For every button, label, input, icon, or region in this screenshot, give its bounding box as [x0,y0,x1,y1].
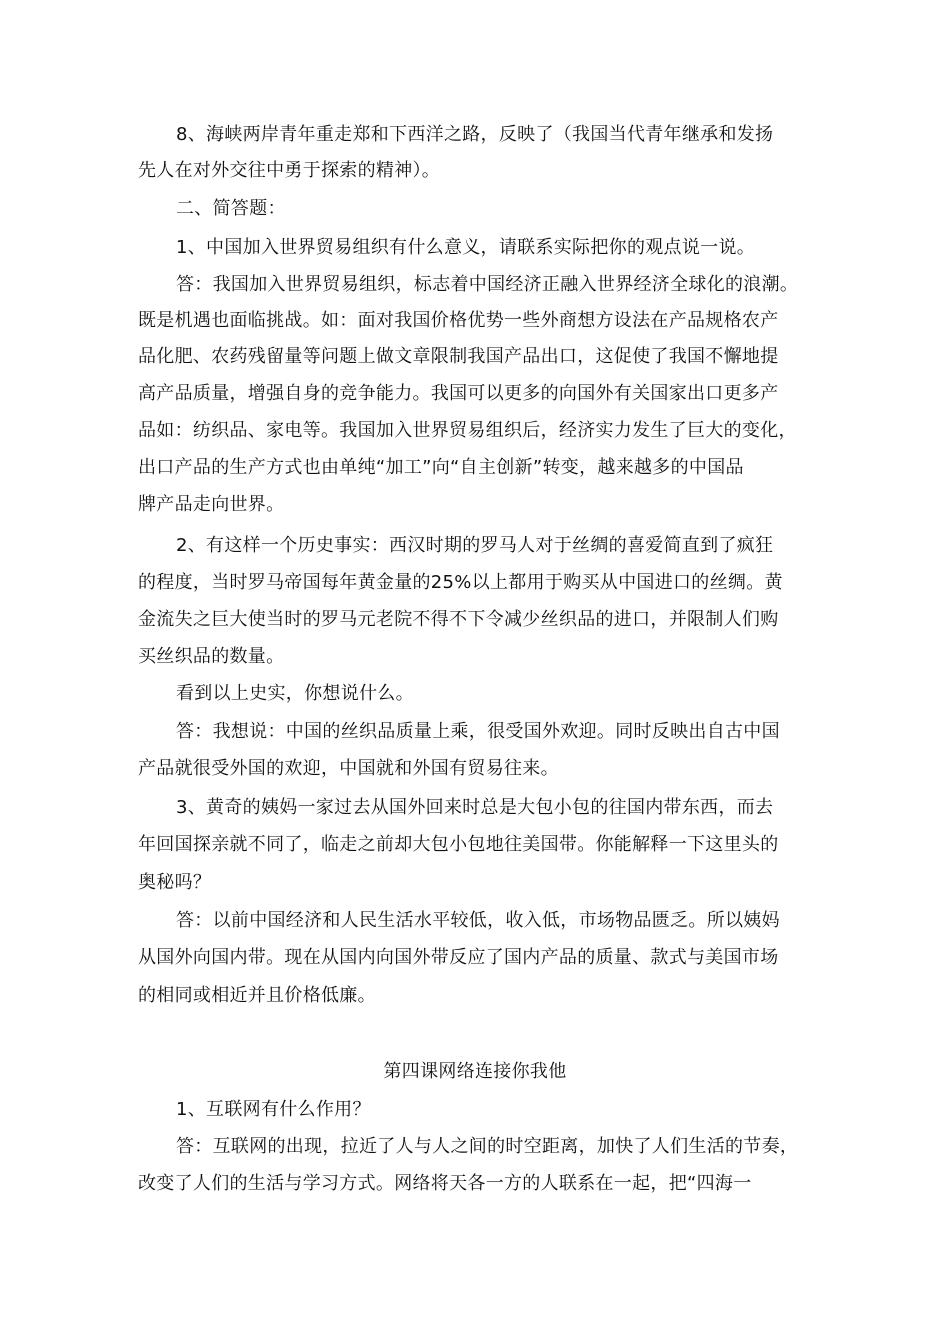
lesson-4-answer-1-line-1: 答：互联网的出现，拉近了人与人之间的时空距离，加快了人们生活的节奏， [176,1136,799,1157]
question-1: 1、中国加入世界贸易组织有什么意义，请联系实际把你的观点说一说。 [176,237,756,258]
answer-1-line-5: 品如：纺织品、家电等。我国加入世界贸易组织后，经济实力发生了巨大的变化， [138,420,797,441]
question-8-line-2: 先人在对外交往中勇于探索的精神）。 [138,160,441,181]
answer-1-line-2: 既是机遇也面临挑战。如：面对我国价格优势一些外商想方设法在产品规格农产 [138,310,779,331]
answer-3-line-2: 从国外向国内带。现在从国内向国外带反应了国内产品的质量、款式与美国市场 [138,947,779,968]
answer-2-line-1: 答：我想说：中国的丝织品质量上乘，很受国外欢迎。同时反映出自古中国 [176,721,780,742]
question-8-line-1: 8、海峡两岸青年重走郑和下西洋之路，反映了（我国当代青年继承和发扬 [176,124,774,145]
question-2-line-4: 买丝织品的数量。 [138,646,285,667]
lesson-4-answer-1-line-2: 改变了人们的生活与学习方式。网络将天各一方的人联系在一起，把“四海一 [138,1173,752,1194]
answer-1-line-6: 出口产品的生产方式也由单纯“加工”向“自主创新”转变，越来越多的中国品 [138,457,744,478]
answer-3-line-1: 答：以前中国经济和人民生活水平较低，收入低，市场物品匮乏。所以姨妈 [176,910,780,931]
question-3-line-2: 年回国探亲就不同了，临走之前却大包小包地往美国带。你能解释一下这里头的 [138,834,779,855]
answer-2-line-2: 产品就很受外国的欢迎，中国就和外国有贸易往来。 [138,758,559,779]
lesson-4-title: 第四课网络连接你我他 [383,1061,567,1082]
answer-1-line-1: 答：我国加入世界贸易组织，标志着中国经济正融入世界经济全球化的浪潮。 [176,274,799,295]
answer-1-line-4: 高产品质量，增强自身的竞争能力。我国可以更多的向国外有关国家出口更多产 [138,383,779,404]
question-2-prompt: 看到以上史实，你想说什么。 [176,683,414,704]
question-3-line-1: 3、黄奇的姨妈一家过去从国外回来时总是大包小包的往国内带东西，而去 [176,797,774,818]
section-heading-short-answer: 二、简答题： [176,198,286,219]
question-2-line-2: 的程度，当时罗马帝国每年黄金量的25%以上都用于购买从中国进口的丝绸。黄 [138,572,783,593]
question-3-line-3: 奥秘吗？ [138,872,212,893]
answer-1-line-7: 牌产品走向世界。 [138,494,285,515]
question-2-line-1: 2、有这样一个历史事实：西汉时期的罗马人对于丝绸的喜爱简直到了疯狂 [176,535,774,556]
answer-3-line-3: 的相同或相近并且价格低廉。 [138,985,376,1006]
question-2-line-3: 金流失之巨大使当时的罗马元老院不得不下令减少丝织品的进口，并限制人们购 [138,609,779,630]
lesson-4-question-1: 1、互联网有什么作用？ [176,1099,371,1120]
answer-1-line-3: 品化肥、农药残留量等问题上做文章限制我国产品出口，这促使了我国不懈地提 [138,346,779,367]
